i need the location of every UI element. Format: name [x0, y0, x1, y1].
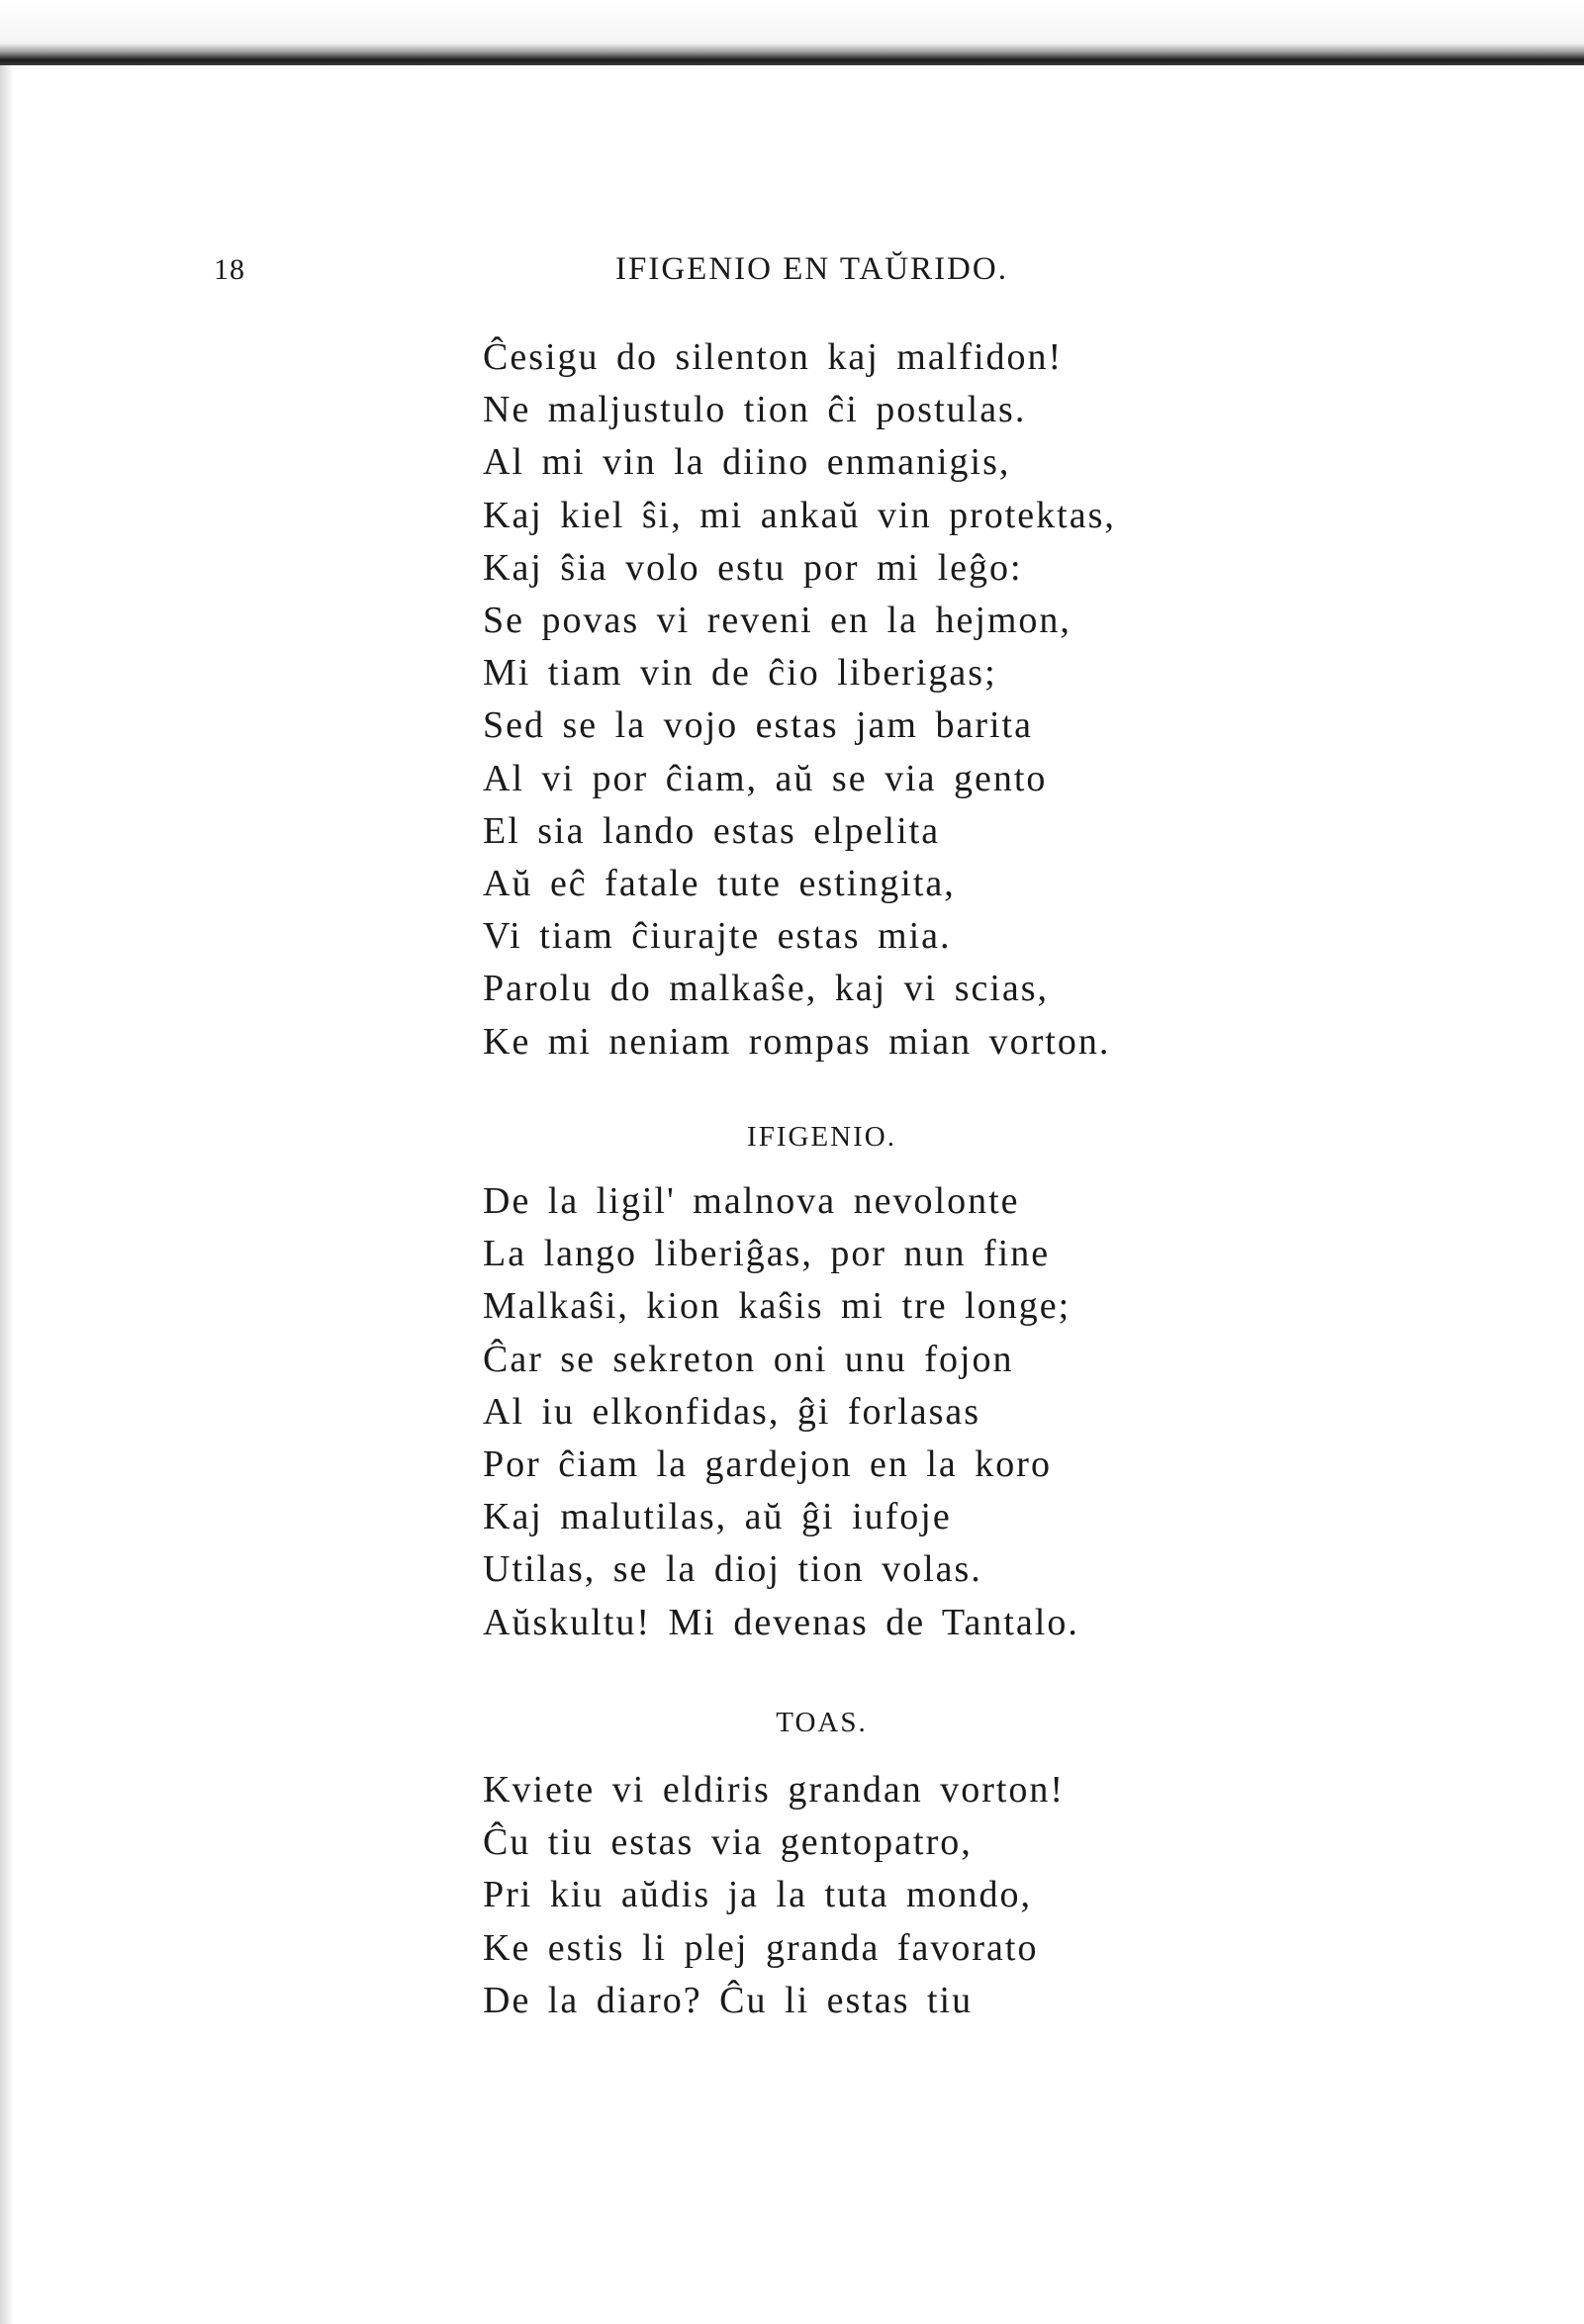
- verse-line: De la ligil' malnova nevolonte: [483, 1180, 1020, 1222]
- verse-line: Ke estis li plej granda favorato: [483, 1926, 1039, 1969]
- verse-line: Kaj malutilas, aŭ ĝi iufoje: [483, 1496, 952, 1538]
- verse-line: Por ĉiam la gardejon en la koro: [483, 1443, 1052, 1486]
- verse-line: Mi tiam vin de ĉio liberigas;: [483, 652, 997, 695]
- verse-line: Utilas, se la dioj tion volas.: [483, 1548, 982, 1591]
- verse-block: [483, 1175, 1274, 1649]
- verse-line: Kaj ŝia volo estu por mi leĝo:: [483, 546, 1023, 589]
- verse-line: Ĉar se sekreton oni unu fojon: [483, 1338, 1014, 1380]
- verse-line: Sed se la vojo estas jam barita: [483, 704, 1033, 747]
- verse-line: De la diaro? Ĉu li estas tiu: [483, 1979, 974, 2021]
- verse-line: Ĉu tiu estas via gentopatro,: [483, 1821, 973, 1864]
- verse-line: La lango liberiĝas, por nun fine: [483, 1233, 1051, 1275]
- verse-line: Ĉesigu do silenton kaj malfidon!: [483, 336, 1064, 378]
- verse-line: Kviete vi eldiris grandan vorton!: [483, 1769, 1066, 1811]
- verse-block: [483, 331, 1274, 1069]
- verse-line: Ne maljustulo tion ĉi postulas.: [483, 389, 1027, 431]
- verse-line: El sia lando estas elpelita: [483, 809, 941, 852]
- scan-top-shade: [0, 0, 1584, 44]
- scan-left-edge: [0, 65, 14, 2324]
- verse-line: Al iu elkonfidas, ĝi forlasas: [483, 1390, 981, 1433]
- verse-line: Al mi vin la diino enmanigis,: [483, 441, 1011, 484]
- verse-block: [483, 1764, 1274, 2027]
- verse-line: Vi tiam ĉiurajte estas mia.: [483, 915, 952, 958]
- verse-line: Malkaŝi, kion kaŝis mi tre longe;: [483, 1285, 1072, 1328]
- verse-line: Ke mi neniam rompas mian vorton.: [483, 1020, 1111, 1063]
- verse-line: Parolu do malkaŝe, kaj vi scias,: [483, 968, 1050, 1010]
- speaker-heading-toas: TOAS.: [776, 1707, 868, 1738]
- verse-line: Se povas vi reveni en la hejmon,: [483, 600, 1072, 642]
- scan-top-border: [0, 44, 1584, 65]
- verse-line: Aŭskultu! Mi devenas de Tantalo.: [483, 1601, 1079, 1643]
- verse-line: Al vi por ĉiam, aŭ se via gento: [483, 757, 1048, 799]
- verse-line: Aŭ eĉ fatale tute estingita,: [483, 863, 956, 905]
- verse-line: Kaj kiel ŝi, mi ankaŭ vin protektas,: [483, 494, 1116, 536]
- page-number: 18: [214, 253, 245, 286]
- running-head: IFIGENIO EN TAŬRIDO.: [615, 251, 1008, 287]
- verse-line: Pri kiu aŭdis ja la tuta mondo,: [483, 1874, 1033, 1916]
- speaker-heading-ifigenio: IFIGENIO.: [747, 1121, 896, 1153]
